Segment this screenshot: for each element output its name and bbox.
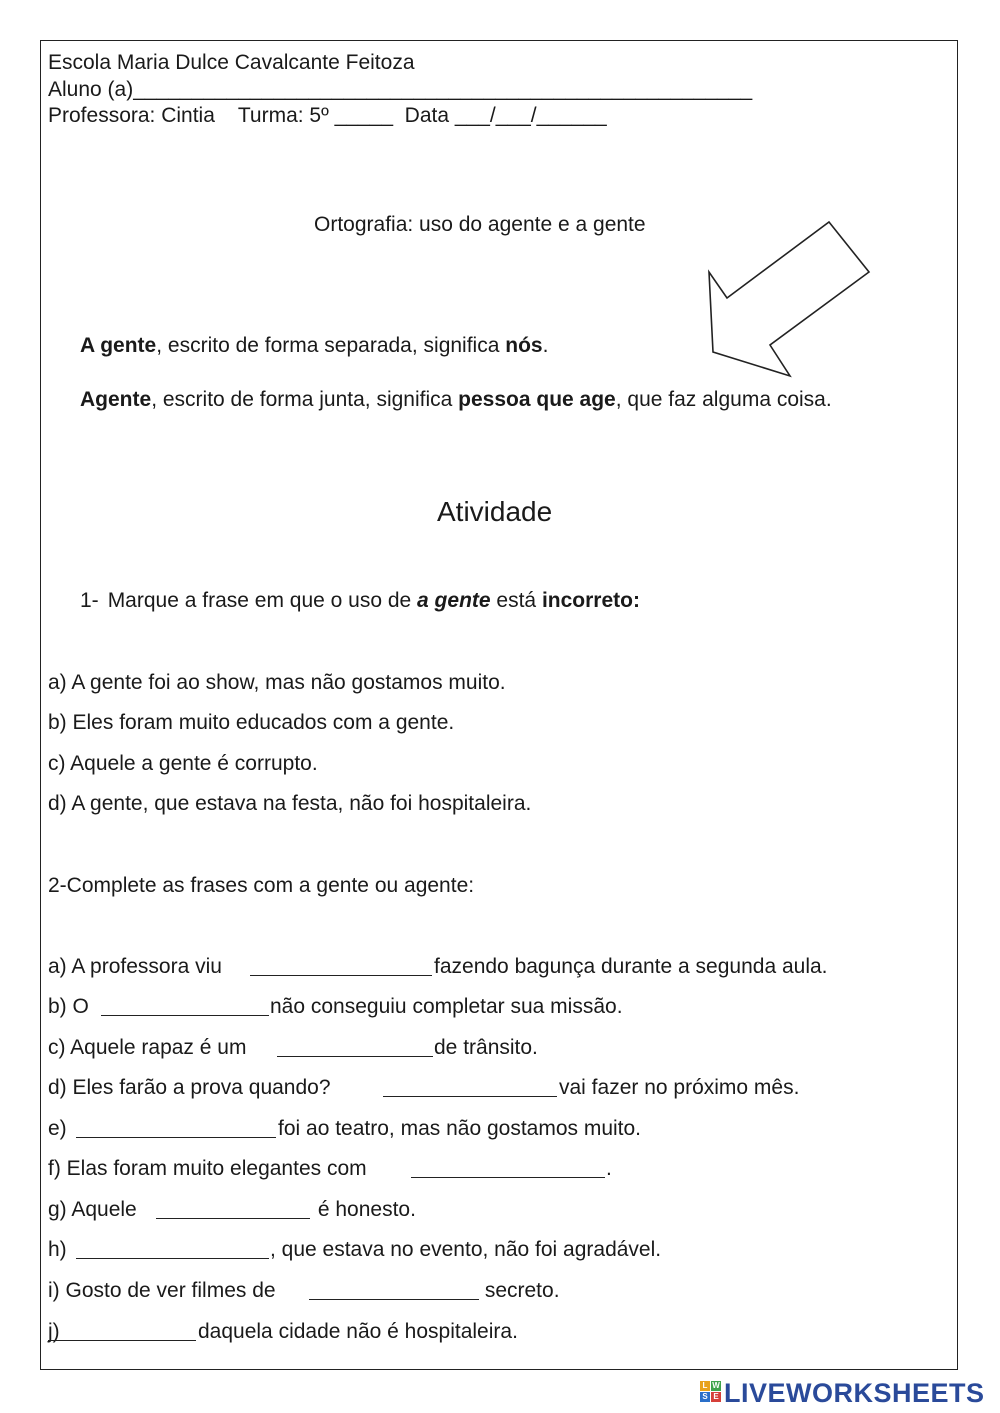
activity-heading: Atividade — [437, 496, 553, 527]
question-2-item-j-pre: j) — [48, 1320, 60, 1343]
question-1-number: 1- — [80, 589, 99, 612]
question-1-emphasis: incorreto: — [541, 589, 640, 612]
question-1-option-d[interactable]: d) A gente, que estava na festa, não foi hospitaleira. — [48, 792, 532, 815]
question-2-item-e-pre: e) — [48, 1117, 67, 1140]
definition-a-gente — [80, 335, 548, 356]
question-2-item-c-blank[interactable] — [277, 1056, 433, 1057]
question-2-item-d-pre: d) Eles farão a prova quando? — [48, 1076, 331, 1099]
question-2-item-i-pre: i) Gosto de ver filmes de — [48, 1279, 276, 1302]
question-2-item-b-blank[interactable] — [101, 1015, 269, 1016]
school-name: Escola Maria Dulce Cavalcante Feitoza — [48, 51, 415, 74]
question-2-item-h-post: , que estava no evento, não foi agradável. — [270, 1238, 662, 1261]
arrow-outline — [709, 222, 869, 376]
question-2-item-c-pre: c) Aquele rapaz é um — [48, 1036, 247, 1059]
definition-a-gente-end: . — [542, 334, 549, 357]
definition-a-gente-text: , escrito de forma separada, significa — [156, 334, 506, 357]
question-2-item-j-post: daquela cidade não é hospitaleira. — [198, 1320, 518, 1343]
question-2-item-e-blank[interactable] — [76, 1137, 276, 1138]
logo-letter-l: L — [700, 1381, 710, 1391]
question-2-item-b-pre: b) O — [48, 995, 89, 1018]
question-1-prompt — [80, 590, 640, 611]
question-2-item-c-post: de trânsito. — [434, 1036, 538, 1059]
question-2-item-a-pre: a) A professora viu — [48, 955, 222, 978]
question-1-prefix: Marque a frase em que o uso de — [107, 589, 418, 612]
logo-letter-w: W — [712, 1381, 720, 1390]
question-2-item-f-blank[interactable] — [411, 1177, 605, 1178]
question-1-mid: está — [490, 589, 542, 612]
question-2-item-g-pre: g) Aquele — [48, 1198, 137, 1221]
definition-a-gente-meaning: nós — [505, 334, 543, 357]
question-2-item-d-blank[interactable] — [383, 1096, 557, 1097]
definition-a-gente-term: A gente — [80, 334, 157, 357]
question-2-item-f-post: . — [606, 1157, 612, 1180]
question-2-item-d-post: vai fazer no próximo mês. — [559, 1076, 800, 1099]
question-2-item-i-post: secreto. — [479, 1279, 560, 1302]
definition-agente-end: , que faz alguma coisa. — [615, 388, 832, 411]
definition-agente-term: Agente — [80, 388, 152, 411]
question-1-option-a[interactable]: a) A gente foi ao show, mas não gostamos muito. — [48, 671, 506, 694]
student-name-field[interactable]: Aluno (a)_____________________________________________________ — [48, 78, 753, 101]
question-2-item-a-blank[interactable] — [250, 975, 432, 976]
question-2-item-h-blank[interactable] — [76, 1258, 269, 1259]
arrow-shape — [700, 215, 880, 385]
teacher-class-date-line[interactable]: Professora: Cintia Turma: 5º _____ Data ___/___/______ — [48, 104, 607, 127]
question-1-option-b[interactable]: b) Eles foram muito educados com a gente. — [48, 711, 455, 734]
question-2-item-b-post: não conseguiu completar sua missão. — [270, 995, 623, 1018]
question-2-item-j-blank[interactable] — [48, 1340, 196, 1341]
question-2-item-e-post: foi ao teatro, mas não gostamos muito. — [278, 1117, 642, 1140]
logo-letter-e: E — [711, 1392, 721, 1402]
question-1-option-c[interactable]: c) Aquele a gente é corrupto. — [48, 752, 318, 775]
liveworksheets-brand-text: LIVEWORKSHEETS — [724, 1378, 985, 1408]
question-2-item-a-post: fazendo bagunça durante a segunda aula. — [434, 955, 828, 978]
question-2-item-g-post: é honesto. — [312, 1198, 416, 1221]
definition-agente-text: , escrito de forma junta, significa — [151, 388, 459, 411]
question-2-item-i-blank[interactable] — [309, 1299, 479, 1300]
topic-title: Ortografia: uso do agente e a gente — [314, 213, 646, 236]
definition-agente — [80, 389, 832, 410]
logo-letter-s: S — [700, 1392, 710, 1402]
question-2-item-h-pre: h) — [48, 1238, 67, 1261]
liveworksheets-logo-icon — [700, 1381, 722, 1403]
question-2-prompt: 2-Complete as frases com a gente ou agente: — [48, 874, 475, 897]
question-1-term: a gente — [417, 589, 491, 612]
question-2-item-g-blank[interactable] — [156, 1218, 310, 1219]
definition-agente-meaning: pessoa que age — [458, 388, 616, 411]
question-2-item-f-pre: f) Elas foram muito elegantes com — [48, 1157, 367, 1180]
